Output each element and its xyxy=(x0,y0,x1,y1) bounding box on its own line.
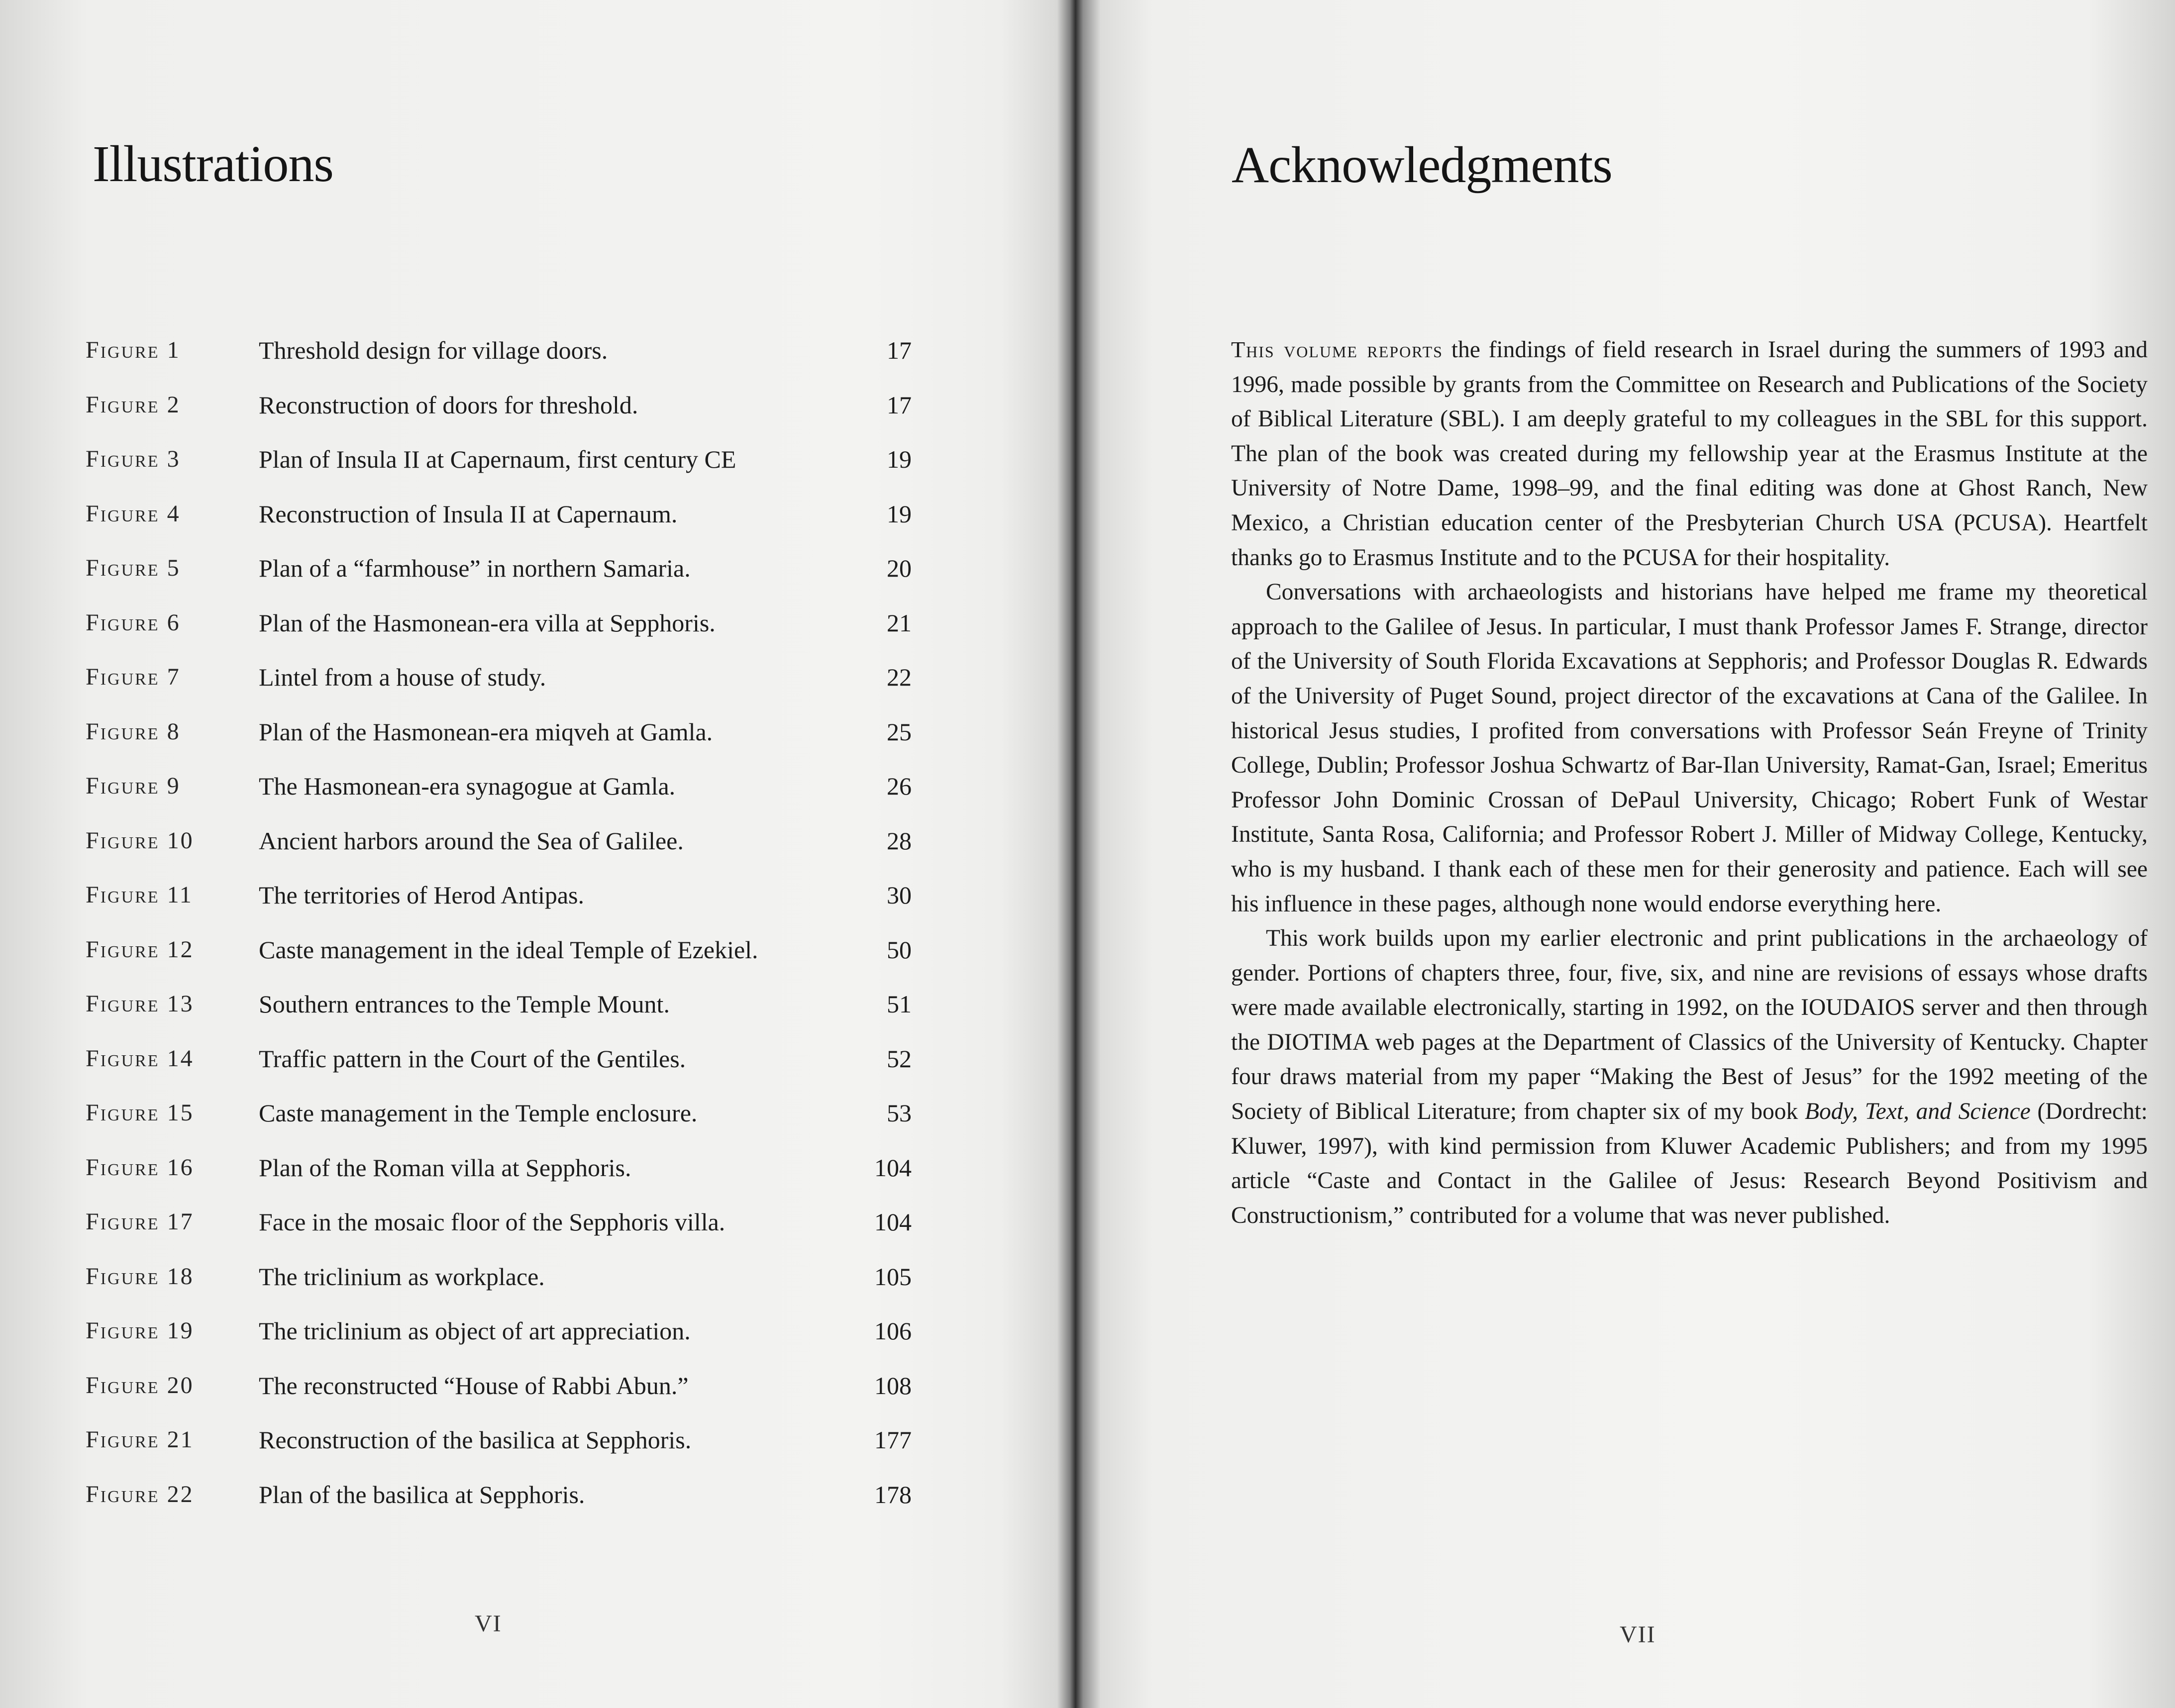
figure-word: Figure xyxy=(86,1426,160,1453)
figure-word: Figure xyxy=(86,500,160,527)
paragraph-text: This work builds upon my earlier electronic and print publications in the archaeology of gender. Portions of chapters three, four, five, six, and nine are revisions of essays whose drafts were made available electronically, starting in 1992, on the IOUDAIOS server and then through the DIOTIMA web pages at the Department of Classics of the University of Kentucky. Chapter four draws material from my paper “Making the Best of Jesus” for the 1992 meeting of the Society of Biblical Literature; from chapter six of my book xyxy=(1231,925,2148,1125)
figure-word: Figure xyxy=(86,1317,160,1344)
figure-label xyxy=(86,1093,194,1133)
figure-page-number: 50 xyxy=(887,935,912,964)
figure-label xyxy=(86,1148,194,1188)
figure-page-number: 17 xyxy=(887,391,912,419)
figure-number: 13 xyxy=(167,991,194,1017)
lead-in: This volume reports xyxy=(1231,337,1443,362)
figure-word: Figure xyxy=(86,827,160,854)
figure-label xyxy=(86,385,181,425)
figure-caption: Caste management in the Temple enclosure. xyxy=(259,1099,698,1127)
figure-page-number: 21 xyxy=(887,608,912,637)
figure-label xyxy=(86,1475,194,1514)
figure-number: 4 xyxy=(167,500,181,527)
figure-caption: Plan of the Hasmonean-era miqveh at Gamla. xyxy=(259,717,713,746)
figure-number: 16 xyxy=(167,1154,194,1181)
figure-number: 6 xyxy=(167,609,181,636)
figure-number: 19 xyxy=(167,1317,194,1344)
figure-caption: Traffic pattern in the Court of the Gentiles. xyxy=(259,1044,686,1073)
figure-caption: Plan of Insula II at Capernaum, first century CE xyxy=(259,445,736,473)
figure-page-number: 28 xyxy=(887,826,912,855)
left-page xyxy=(0,0,1055,1708)
figure-word: Figure xyxy=(86,1045,160,1072)
figure-word: Figure xyxy=(86,936,160,963)
figure-entry xyxy=(86,1039,912,1094)
figure-word: Figure xyxy=(86,1372,160,1399)
figure-caption: Plan of the Hasmonean-era villa at Sepphoris. xyxy=(259,608,716,637)
paragraph: Conversations with archaeologists and historians have helped me frame my theoretical approach to the Galilee of Jesus. In particular, I must thank Professor James F. Strange, director of the University of South Florida Excavations at Sepphoris; and Professor Douglas R. Edwards of the University of Puget Sound, project director of the excavations at Cana of the Galilee. In historical Jesus studies, I profited from conversations with Professor Seán Freyne of Trinity College, Dublin; Professor Joshua Schwartz of Bar-Ilan University, Ramat-Gan, Israel; Emeritus Professor John Dominic Crossan of DePaul University, Chicago; Robert Funk of Westar Institute, Santa Rosa, California; and Professor Robert J. Miller of Midway College, Kentucky, who is my husband. I thank each of these men for their generosity and patience. Each will see his influence in these pages, although none would endorse everything here. xyxy=(1231,579,2148,917)
figure-number: 8 xyxy=(167,718,181,745)
figure-caption: The territories of Herod Antipas. xyxy=(259,881,584,909)
figure-page-number: 19 xyxy=(887,445,912,473)
figure-entry xyxy=(86,875,912,930)
figure-caption: Reconstruction of doors for threshold. xyxy=(259,391,638,419)
figure-label xyxy=(86,1202,194,1242)
figure-caption: The triclinium as object of art appreciation. xyxy=(259,1317,691,1345)
figure-word: Figure xyxy=(86,391,160,418)
figure-word: Figure xyxy=(86,991,160,1017)
figure-entry xyxy=(86,1366,912,1420)
figure-number: 11 xyxy=(167,882,193,908)
figure-label xyxy=(86,330,181,370)
figure-caption: Plan of the Roman villa at Sepphoris. xyxy=(259,1153,631,1182)
figure-word: Figure xyxy=(86,1208,160,1235)
figure-label xyxy=(86,875,193,915)
figure-number: 21 xyxy=(167,1426,194,1453)
figure-word: Figure xyxy=(86,882,160,908)
figure-entry xyxy=(86,1311,912,1366)
figure-label xyxy=(86,1039,194,1079)
figure-page-number: 26 xyxy=(887,772,912,800)
figure-label xyxy=(86,494,181,534)
figure-word: Figure xyxy=(86,664,160,690)
figure-caption: Reconstruction of the basilica at Sepphoris. xyxy=(259,1426,692,1454)
figure-entry xyxy=(86,821,912,876)
figure-page-number: 52 xyxy=(887,1044,912,1073)
figure-page-number: 108 xyxy=(874,1371,912,1400)
figure-caption: Plan of the basilica at Sepphoris. xyxy=(259,1480,585,1508)
figure-caption: Reconstruction of Insula II at Capernaum. xyxy=(259,500,678,528)
figure-label xyxy=(86,1311,194,1351)
figure-entry xyxy=(86,1093,912,1148)
figure-word: Figure xyxy=(86,337,160,363)
right-page xyxy=(1085,0,2175,1708)
figure-number: 14 xyxy=(167,1045,194,1072)
paragraph xyxy=(1231,921,2148,1233)
illustrations-list xyxy=(86,330,912,1529)
page-title: Acknowledgments xyxy=(1232,136,1612,194)
figure-page-number: 25 xyxy=(887,717,912,746)
figure-word: Figure xyxy=(86,718,160,745)
figure-caption: Lintel from a house of study. xyxy=(259,663,546,691)
figure-entry xyxy=(86,548,912,603)
figure-page-number: 178 xyxy=(874,1480,912,1508)
figure-page-number: 104 xyxy=(874,1208,912,1236)
figure-number: 2 xyxy=(167,391,181,418)
figure-caption: The triclinium as workplace. xyxy=(259,1262,545,1291)
book-title: Body, Text, and Science xyxy=(1805,1099,2031,1125)
figure-label xyxy=(86,984,194,1024)
figure-number: 17 xyxy=(167,1208,194,1235)
figure-label xyxy=(86,1257,194,1297)
figure-entry xyxy=(86,1148,912,1203)
figure-word: Figure xyxy=(86,446,160,472)
figure-word: Figure xyxy=(86,773,160,799)
figure-word: Figure xyxy=(86,1481,160,1507)
figure-page-number: 17 xyxy=(887,336,912,364)
figure-caption: Plan of a “farmhouse” in northern Samaria. xyxy=(259,554,691,582)
figure-caption: Caste management in the ideal Temple of Ezekiel. xyxy=(259,935,758,964)
figure-page-number: 51 xyxy=(887,990,912,1018)
figure-entry xyxy=(86,1420,912,1475)
figure-entry xyxy=(86,330,912,385)
figure-number: 12 xyxy=(167,936,194,963)
figure-page-number: 53 xyxy=(887,1099,912,1127)
figure-caption: Ancient harbors around the Sea of Galilee. xyxy=(259,826,684,855)
figure-page-number: 22 xyxy=(887,663,912,691)
figure-word: Figure xyxy=(86,1263,160,1290)
figure-number: 18 xyxy=(167,1263,194,1290)
figure-label xyxy=(86,766,181,806)
figure-entry xyxy=(86,766,912,821)
figure-word: Figure xyxy=(86,1154,160,1181)
figure-entry xyxy=(86,385,912,440)
figure-entry xyxy=(86,439,912,494)
figure-page-number: 105 xyxy=(874,1262,912,1291)
figure-label xyxy=(86,603,181,643)
figure-entry xyxy=(86,930,912,985)
figure-page-number: 177 xyxy=(874,1426,912,1454)
figure-number: 10 xyxy=(167,827,194,854)
acknowledgments-text xyxy=(1231,332,2148,1233)
figure-entry xyxy=(86,1202,912,1257)
figure-word: Figure xyxy=(86,1100,160,1126)
figure-label xyxy=(86,1420,194,1460)
figure-entry xyxy=(86,657,912,712)
figure-number: 7 xyxy=(167,664,181,690)
figure-number: 3 xyxy=(167,446,181,472)
figure-caption: The reconstructed “House of Rabbi Abun.” xyxy=(259,1371,689,1400)
figure-caption: Southern entrances to the Temple Mount. xyxy=(259,990,670,1018)
page-title: Illustrations xyxy=(93,135,333,193)
figure-label xyxy=(86,821,194,861)
figure-label xyxy=(86,548,181,588)
figure-label xyxy=(86,930,194,970)
figure-caption: Face in the mosaic floor of the Sepphoris villa. xyxy=(259,1208,725,1236)
paragraph-text: the findings of field research in Israel during the summers of 1993 and 1996, made possible by grants from the Committee on Research and Publications of the Society of Biblical Literature (SBL). I am deeply grateful to my colleagues in the SBL for this support. The plan of the book was created during my fellowship year at the Erasmus Institute at the University of Notre Dame, 1998–99, and the final editing was done at Ghost Ranch, New Mexico, a Christian education center of the Presbyterian Church USA (PCUSA). Heartfelt thanks go to Erasmus Institute and to the PCUSA for their hospitality. xyxy=(1231,337,2148,571)
figure-word: Figure xyxy=(86,609,160,636)
figure-label xyxy=(86,712,181,752)
figure-entry xyxy=(86,712,912,767)
page-number: VI xyxy=(475,1610,502,1637)
figure-number: 15 xyxy=(167,1100,194,1126)
paragraph-text: (Dordrecht: Kluwer, 1997), with kind permission from Kluwer Academic Publishers; and from my 1995 article “Caste and Contact in the Galilee of Jesus: Research Beyond Positivism and Constructionism,” contributed for a volume that was never published. xyxy=(1231,1099,2148,1228)
figure-entry xyxy=(86,1475,912,1529)
figure-number: 1 xyxy=(167,337,181,363)
figure-page-number: 19 xyxy=(887,500,912,528)
figure-label xyxy=(86,1366,194,1406)
figure-entry xyxy=(86,494,912,549)
figure-entry xyxy=(86,603,912,658)
figure-entry xyxy=(86,984,912,1039)
figure-caption: The Hasmonean-era synagogue at Gamla. xyxy=(259,772,676,800)
paragraph xyxy=(1231,332,2148,575)
figure-number: 9 xyxy=(167,773,181,799)
figure-label xyxy=(86,657,181,697)
figure-number: 20 xyxy=(167,1372,194,1399)
figure-word: Figure xyxy=(86,555,160,581)
figure-entry xyxy=(86,1257,912,1311)
figure-page-number: 106 xyxy=(874,1317,912,1345)
figure-page-number: 20 xyxy=(887,554,912,582)
page-number: VII xyxy=(1620,1621,1656,1648)
figure-page-number: 104 xyxy=(874,1153,912,1182)
figure-page-number: 30 xyxy=(887,881,912,909)
figure-caption: Threshold design for village doors. xyxy=(259,336,608,364)
figure-number: 5 xyxy=(167,555,181,581)
figure-number: 22 xyxy=(167,1481,194,1507)
figure-label xyxy=(86,439,181,479)
